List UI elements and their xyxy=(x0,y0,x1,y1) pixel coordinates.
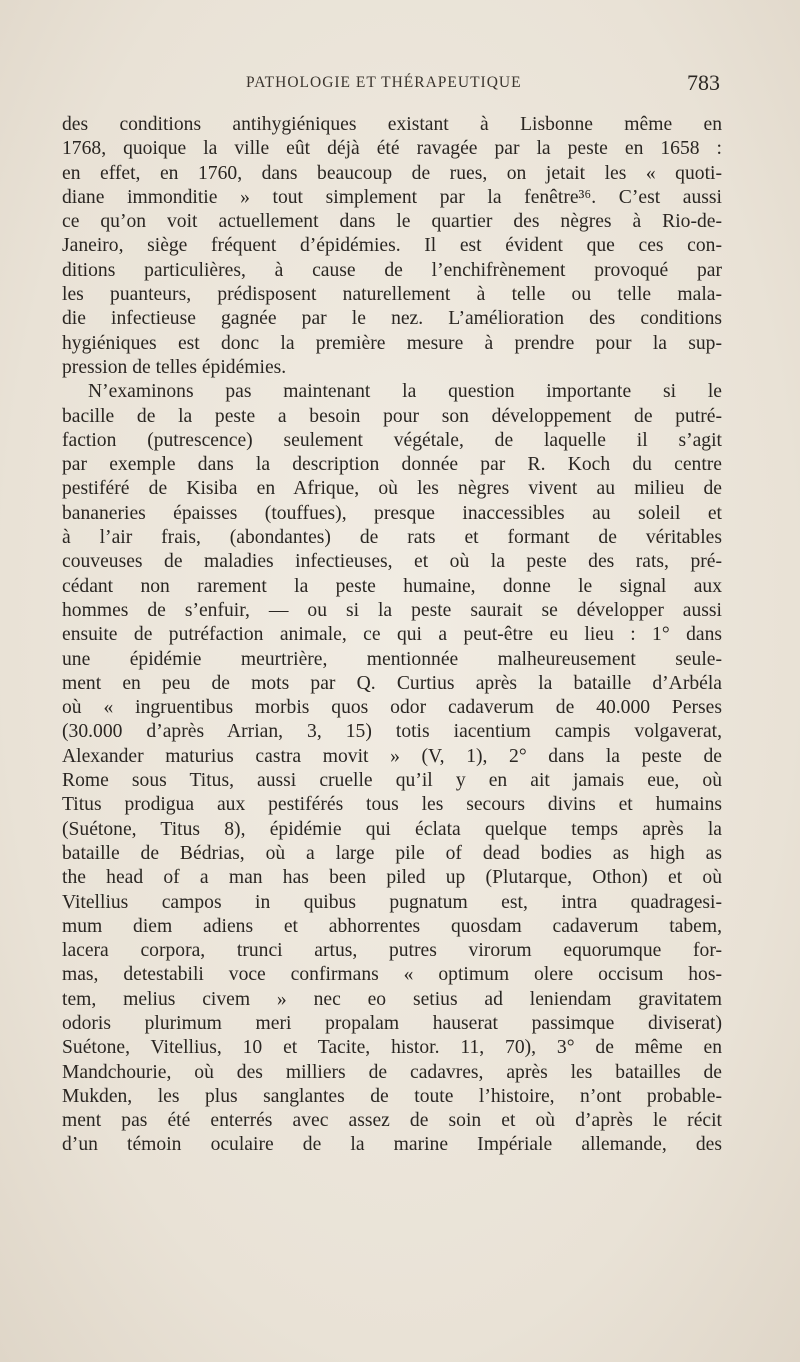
text-line: Janeiro, siège fréquent d’épidémies. Il est évident que ces con- xyxy=(62,235,722,257)
text-line: ce qu’on voit actuellement dans le quartier des nègres à Rio-de- xyxy=(62,211,722,233)
text-line: lacera corpora, trunci artus, putres virorum equorumque for- xyxy=(62,940,722,962)
text-line: mas, detestabili voce confirmans « optimum olere occisum hos- xyxy=(62,964,722,986)
text-line: hygiéniques est donc la première mesure à prendre pour la sup- xyxy=(62,332,722,354)
text-line: bananeries épaisses (touffues), presque inaccessibles au soleil et xyxy=(62,502,722,524)
text-line: cédant non rarement la peste humaine, donne le signal aux xyxy=(62,575,722,597)
text-line: par exemple dans la description donnée par R. Koch du centre xyxy=(62,454,722,476)
text-line: à l’air frais, (abondantes) de rats et formant de véritables xyxy=(62,527,722,549)
text-line: die infectieuse gagnée par le nez. L’amélioration des conditions xyxy=(62,308,722,330)
text-line: Suétone, Vitellius, 10 et Tacite, histor. 11, 70), 3° de même en xyxy=(62,1037,722,1059)
text-line: pression de telles épidémies. xyxy=(62,356,287,378)
text-line: Alexander maturius castra movit » (V, 1), 2° dans la peste de xyxy=(62,745,722,767)
text-line: Mandchourie, où des milliers de cadavres, après les batailles de xyxy=(62,1061,722,1083)
body-text xyxy=(62,113,722,1158)
text-line: Rome sous Titus, aussi cruelle qu’il y en ait jamais eue, où xyxy=(62,770,722,792)
text-line: bacille de la peste a besoin pour son développement de putré- xyxy=(62,405,722,427)
text-line: couveuses de maladies infectieuses, et où la peste des rats, pré- xyxy=(62,551,722,573)
text-line: ment pas été enterrés avec assez de soin et où d’après le récit xyxy=(62,1110,722,1132)
text-line: pestiféré de Kisiba en Afrique, où les nègres vivent au milieu de xyxy=(62,478,722,500)
text-line: bataille de Bédrias, où a large pile of dead bodies as high as xyxy=(62,842,722,864)
running-head: PATHOLOGIE ET THÉRAPEUTIQUE xyxy=(246,74,522,91)
text-line: une épidémie meurtrière, mentionnée malheureusement seule- xyxy=(62,648,722,670)
text-line: hommes de s’enfuir, — ou si la peste saurait se développer aussi xyxy=(62,599,722,621)
text-line: en effet, en 1760, dans beaucoup de rues, on jetait les « quoti- xyxy=(62,162,722,184)
text-line: (30.000 d’après Arrian, 3, 15) totis iacentium campis volgaverat, xyxy=(62,721,722,743)
page-header xyxy=(246,70,720,100)
page-number: 783 xyxy=(687,70,720,95)
text-line: Titus prodigua aux pestiférés tous les secours divins et humains xyxy=(62,794,722,816)
text-line: ensuite de putréfaction animale, ce qui a peut-être eu lieu : 1° dans xyxy=(62,624,722,646)
text-line: (Suétone, Titus 8), épidémie qui éclata quelque temps après la xyxy=(62,818,722,840)
text-line: the head of a man has been piled up (Plutarque, Othon) et où xyxy=(62,867,722,889)
text-line: où « ingruentibus morbis quos odor cadaverum de 40.000 Perses xyxy=(62,697,722,719)
text-line: N’examinons pas maintenant la question importante si le xyxy=(88,381,722,403)
text-line: les puanteurs, prédisposent naturellement à telle ou telle mala- xyxy=(62,284,722,306)
text-line: ment en peu de mots par Q. Curtius après la bataille d’Arbéla xyxy=(62,672,722,694)
text-line: tem, melius civem » nec eo setius ad leniendam gravitatem xyxy=(62,988,722,1010)
text-line: diane immonditie » tout simplement par la fenêtre³⁶. C’est aussi xyxy=(62,186,722,208)
text-line: ditions particulières, à cause de l’enchifrènement provoqué par xyxy=(62,259,722,281)
text-line: des conditions antihygiéniques existant à Lisbonne même en xyxy=(62,114,722,135)
text-line: d’un témoin oculaire de la marine Impériale allemande, des xyxy=(62,1134,722,1156)
text-line: faction (putrescence) seulement végétale, de laquelle il s’agit xyxy=(62,429,722,451)
text-line: mum diem adiens et abhorrentes quosdam cadaverum tabem, xyxy=(62,915,722,937)
text-line: 1768, quoique la ville eût déjà été ravagée par la peste en 1658 : xyxy=(62,138,722,160)
text-line: odoris plurimum meri propalam hauserat passimque diviserat) xyxy=(62,1012,722,1034)
text-line: Mukden, les plus sanglantes de toute l’histoire, n’ont probable- xyxy=(62,1085,722,1107)
text-line: Vitellius campos in quibus pugnatum est, intra quadragesi- xyxy=(62,891,722,913)
